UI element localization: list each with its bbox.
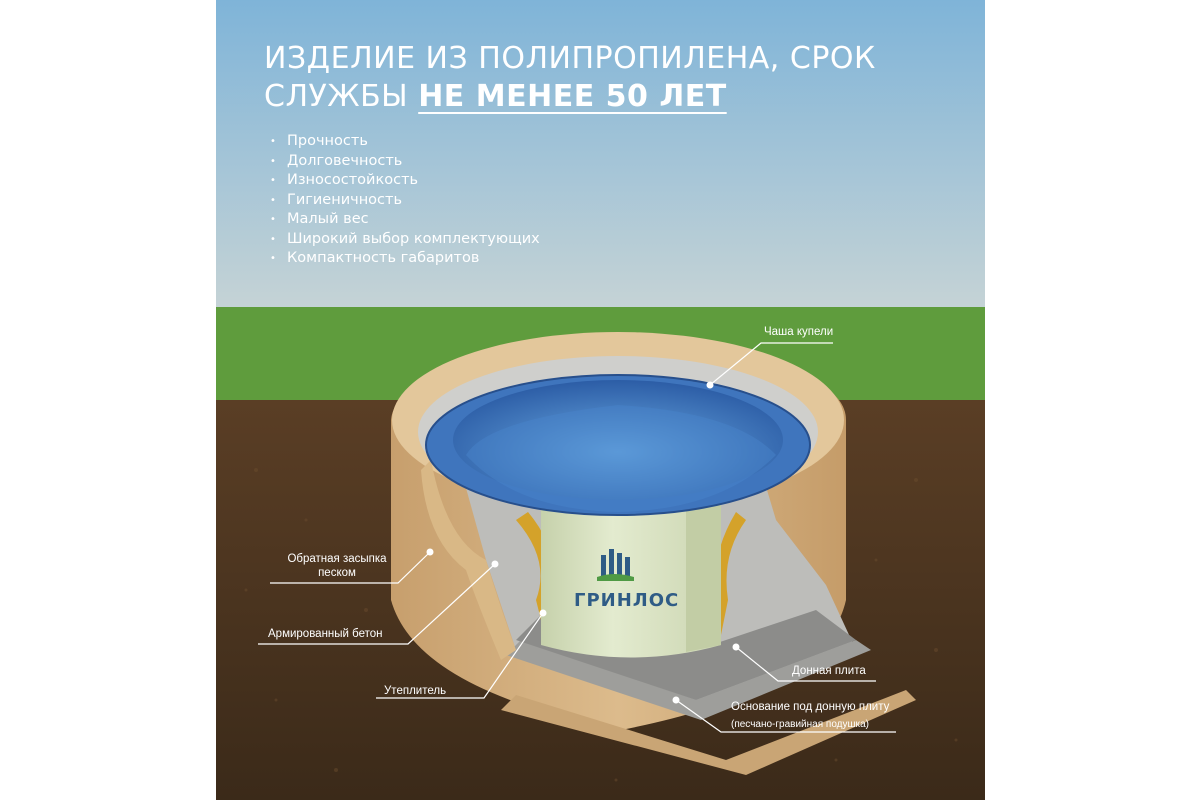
headline-line2 [264, 78, 964, 116]
feature-item: • Износостойкость [270, 171, 540, 191]
feature-list [270, 132, 540, 269]
feature-item: • Компактность габаритов [270, 249, 540, 269]
bowl-body-shade [686, 505, 721, 652]
label-backfill-line1: Обратная засыпка [287, 553, 387, 565]
brand-name: ГРИНЛОС [574, 590, 680, 611]
feature-item: • Гигиеничность [270, 191, 540, 211]
feature-item: • Прочность [270, 132, 540, 152]
label-base-line1: Основание под донную плиту [731, 701, 890, 713]
headline-line2-regular: СЛУЖБЫ [264, 79, 409, 114]
headline [264, 40, 964, 116]
label-backfill-line2: песком [318, 567, 356, 579]
headline-line1: ИЗДЕЛИЕ ИЗ ПОЛИПРОПИЛЕНА, СРОК [264, 41, 876, 76]
headline-line2-bold: НЕ МЕНЕЕ 50 ЛЕТ [418, 79, 727, 114]
diagram-poster [216, 0, 985, 800]
feature-item: • Малый вес [270, 210, 540, 230]
feature-item: • Широкий выбор комплектующих [270, 230, 540, 250]
label-base-line2: (песчано-гравийная подушка) [731, 719, 870, 730]
label-concrete: Армированный бетон [268, 628, 383, 640]
label-bowl: Чаша купели [764, 326, 834, 338]
label-backfill [272, 552, 402, 580]
label-insulation: Утеплитель [384, 685, 447, 697]
font-cross-section-illustration [216, 0, 985, 800]
label-bottom-plate: Донная плита [792, 665, 866, 677]
label-base [731, 700, 889, 732]
feature-item: • Долговечность [270, 152, 540, 172]
